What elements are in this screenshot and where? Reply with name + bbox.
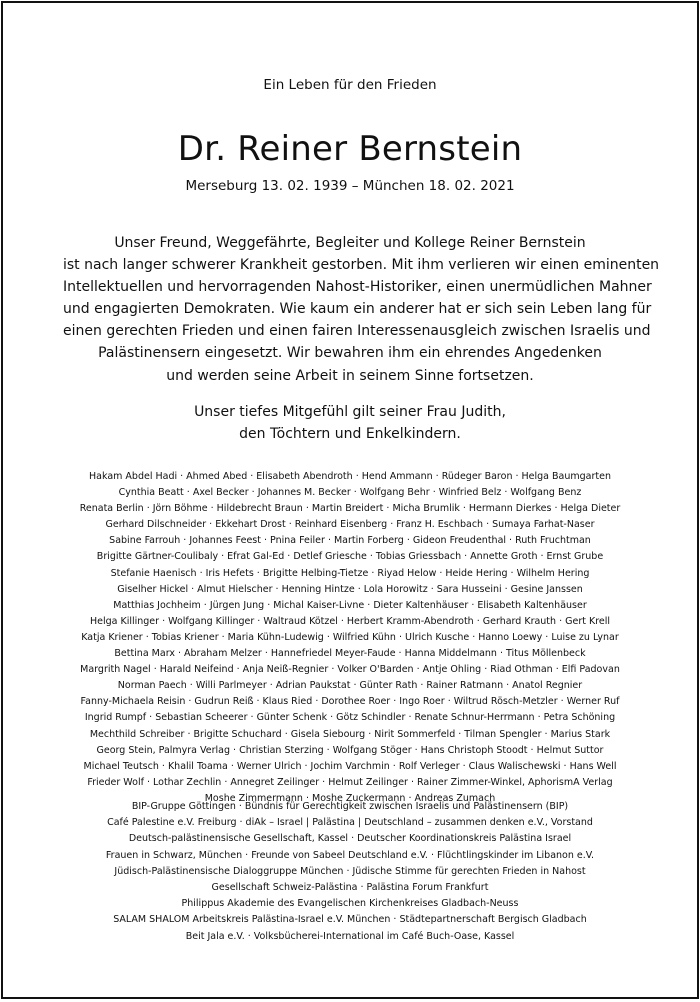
signer-line: Moshe Zimmermann · Moshe Zuckermann · Andreas Zumach <box>204 792 496 804</box>
signer-line: Giselher Hickel · Almut Hielscher · Henning Hintze · Lola Horowitz · Sara Husseini · Gesine Janssen <box>117 583 583 595</box>
signer-line: Brigitte Gärtner-Coulibaly · Efrat Gal-Ed · Detlef Griesche · Tobias Griessbach · Annette Groth · Ernst Grube <box>96 551 604 563</box>
obituary-notice <box>1 1 699 999</box>
organization-line: Philippus Akademie des Evangelischen Kirchenkreises Gladbach-Neuss <box>181 898 519 910</box>
organization-line: Beit Jala e.V. · Volksbücherei-International im Café Buch-Oase, Kassel <box>185 930 515 942</box>
condolence-text <box>63 402 637 445</box>
signer-line: Sabine Farrouh · Johannes Feest · Pnina Feiler · Martin Forberg · Gideon Freudenthal · Ruth Fruchtman <box>109 535 591 547</box>
deceased-name: Dr. Reiner Bernstein <box>177 129 523 169</box>
signer-line: Michael Teutsch · Khalil Toama · Werner Ulrich · Jochim Varchmin · Rolf Verleger · Claus Walischewski · Hans Well <box>83 760 617 772</box>
signer-line: Helga Killinger · Wolfgang Killinger · Waltraud Kötzel · Herbert Kramm-Abendroth · Gerhard Krauth · Gert Krell <box>89 615 611 627</box>
organization-line: SALAM SHALOM Arbeitskreis Palästina-Israel e.V. München · Städtepartnerschaft Bergisch Gladbach <box>113 914 587 926</box>
tribute-line: und engagierten Demokraten. Wie kaum ein anderer hat er sich sein Leben lang für <box>63 301 652 318</box>
signer-line: Matthias Jochheim · Jürgen Jung · Michal Kaiser-Livne · Dieter Kaltenhäuser · Elisabeth Kaltenhäuser <box>113 599 587 611</box>
tribute-line: und werden seine Arbeit in seinem Sinne fortsetzen. <box>166 367 534 384</box>
signer-line: Katja Kriener · Tobias Kriener · Maria Kühn-Ludewig · Wilfried Kühn · Ulrich Kusche · Hanno Loewy · Luise zu Lynar <box>81 631 619 643</box>
organization-line: Gesellschaft Schweiz-Palästina · Palästina Forum Frankfurt <box>211 882 489 894</box>
organization-line: Café Palestine e.V. Freiburg · diAk – Israel | Palästina | Deutschland – zusammen denken e.V., Vorstand <box>107 817 593 829</box>
signer-line: Fanny-Michaela Reisin · Gudrun Reiß · Klaus Ried · Dorothee Roer · Ingo Roer · Wiltrud Rösch-Metzler · Werner Ruf <box>80 696 620 708</box>
tribute-text <box>63 232 660 387</box>
condolence-line: den Töchtern und Enkelkindern. <box>239 425 461 442</box>
tribute-line: Intellektuellen und hervorragenden Nahost-Historiker, einen unermüdlichen Mahner <box>63 279 652 296</box>
organization-list <box>13 799 687 945</box>
signer-line: Bettina Marx · Abraham Melzer · Hannefriedel Meyer-Faude · Hanna Middelmann · Titus Möllenbeck <box>114 648 586 660</box>
signer-line: Norman Paech · Willi Parlmeyer · Adrian Paukstat · Günter Rath · Rainer Ratmann · Anatol Regnier <box>117 680 583 692</box>
organization-line: Deutsch-palästinensische Gesellschaft, Kassel · Deutscher Koordinationskreis Palästina Israel <box>128 833 572 845</box>
signer-line: Ingrid Rumpf · Sebastian Scheerer · Günter Schenk · Götz Schindler · Renate Schnur-Herrmann · Petra Schöning <box>84 712 616 724</box>
tribute-line: einen gerechten Frieden und einen fairen Interessenausgleich zwischen Israelis und <box>63 323 651 340</box>
motto: Ein Leben für den Frieden <box>263 77 437 93</box>
life-dates: Merseburg 13. 02. 1939 – München 18. 02. 2021 <box>185 178 515 194</box>
tribute-line: ist nach langer schwerer Krankheit gestorben. Mit ihm verlieren wir einen eminenten <box>63 257 660 274</box>
signer-line: Gerhard Dilschneider · Ekkehart Drost · Reinhard Eisenberg · Franz H. Eschbach · Sumaya Farhat-Naser <box>105 519 595 531</box>
tribute-line: Palästinensern eingesetzt. Wir bewahren ihm ein ehrendes Angedenken <box>98 345 602 362</box>
signer-line: Hakam Abdel Hadi · Ahmed Abed · Elisabeth Abendroth · Hend Ammann · Rüdeger Baron · Helga Baumgarten <box>89 471 611 482</box>
organization-line: BIP-Gruppe Göttingen · Bündnis für Gerechtigkeit zwischen Israelis und Palästinensern (BIP) <box>131 801 569 812</box>
signer-line: Renata Berlin · Jörn Böhme · Hildebrecht Braun · Martin Breidert · Micha Brumlik · Hermann Dierkes · Helga Dieter <box>79 503 621 515</box>
condolence-line: Unser tiefes Mitgefühl gilt seiner Frau Judith, <box>194 404 506 420</box>
organization-line: Frauen in Schwarz, München · Freunde von Sabeel Deutschland e.V. · Flüchtlingskinder im Libanon e.V. <box>105 849 595 861</box>
signer-list <box>13 469 687 807</box>
signer-line: Cynthia Beatt · Axel Becker · Johannes M. Becker · Wolfgang Behr · Winfried Belz · Wolfgang Benz <box>118 487 582 499</box>
organization-line: Jüdisch-Palästinensische Dialoggruppe München · Jüdische Stimme für gerechten Frieden in Nahost <box>114 865 586 877</box>
signer-line: Stefanie Haenisch · Iris Hefets · Brigitte Helbing-Tietze · Riyad Helow · Heide Hering · Wilhelm Hering <box>110 567 590 579</box>
signer-line: Georg Stein, Palmyra Verlag · Christian Sterzing · Wolfgang Stöger · Hans Christoph Stoodt · Helmut Suttor <box>96 744 604 756</box>
signer-line: Mechthild Schreiber · Brigitte Schuchard · Gisela Siebourg · Nirit Sommerfeld · Tilman Spengler · Marius Stark <box>89 728 611 740</box>
signer-line: Margrith Nagel · Harald Neifeind · Anja Neiß-Regnier · Volker O'Barden · Antje Ohling · Riad Othman · Elfi Padovan <box>80 664 620 676</box>
tribute-line: Unser Freund, Weggefährte, Begleiter und Kollege Reiner Bernstein <box>114 235 586 251</box>
signer-line: Frieder Wolf · Lothar Zechlin · Annegret Zeilinger · Helmut Zeilinger · Rainer Zimmer-Winkel, AphorismA Verlag <box>87 776 613 788</box>
